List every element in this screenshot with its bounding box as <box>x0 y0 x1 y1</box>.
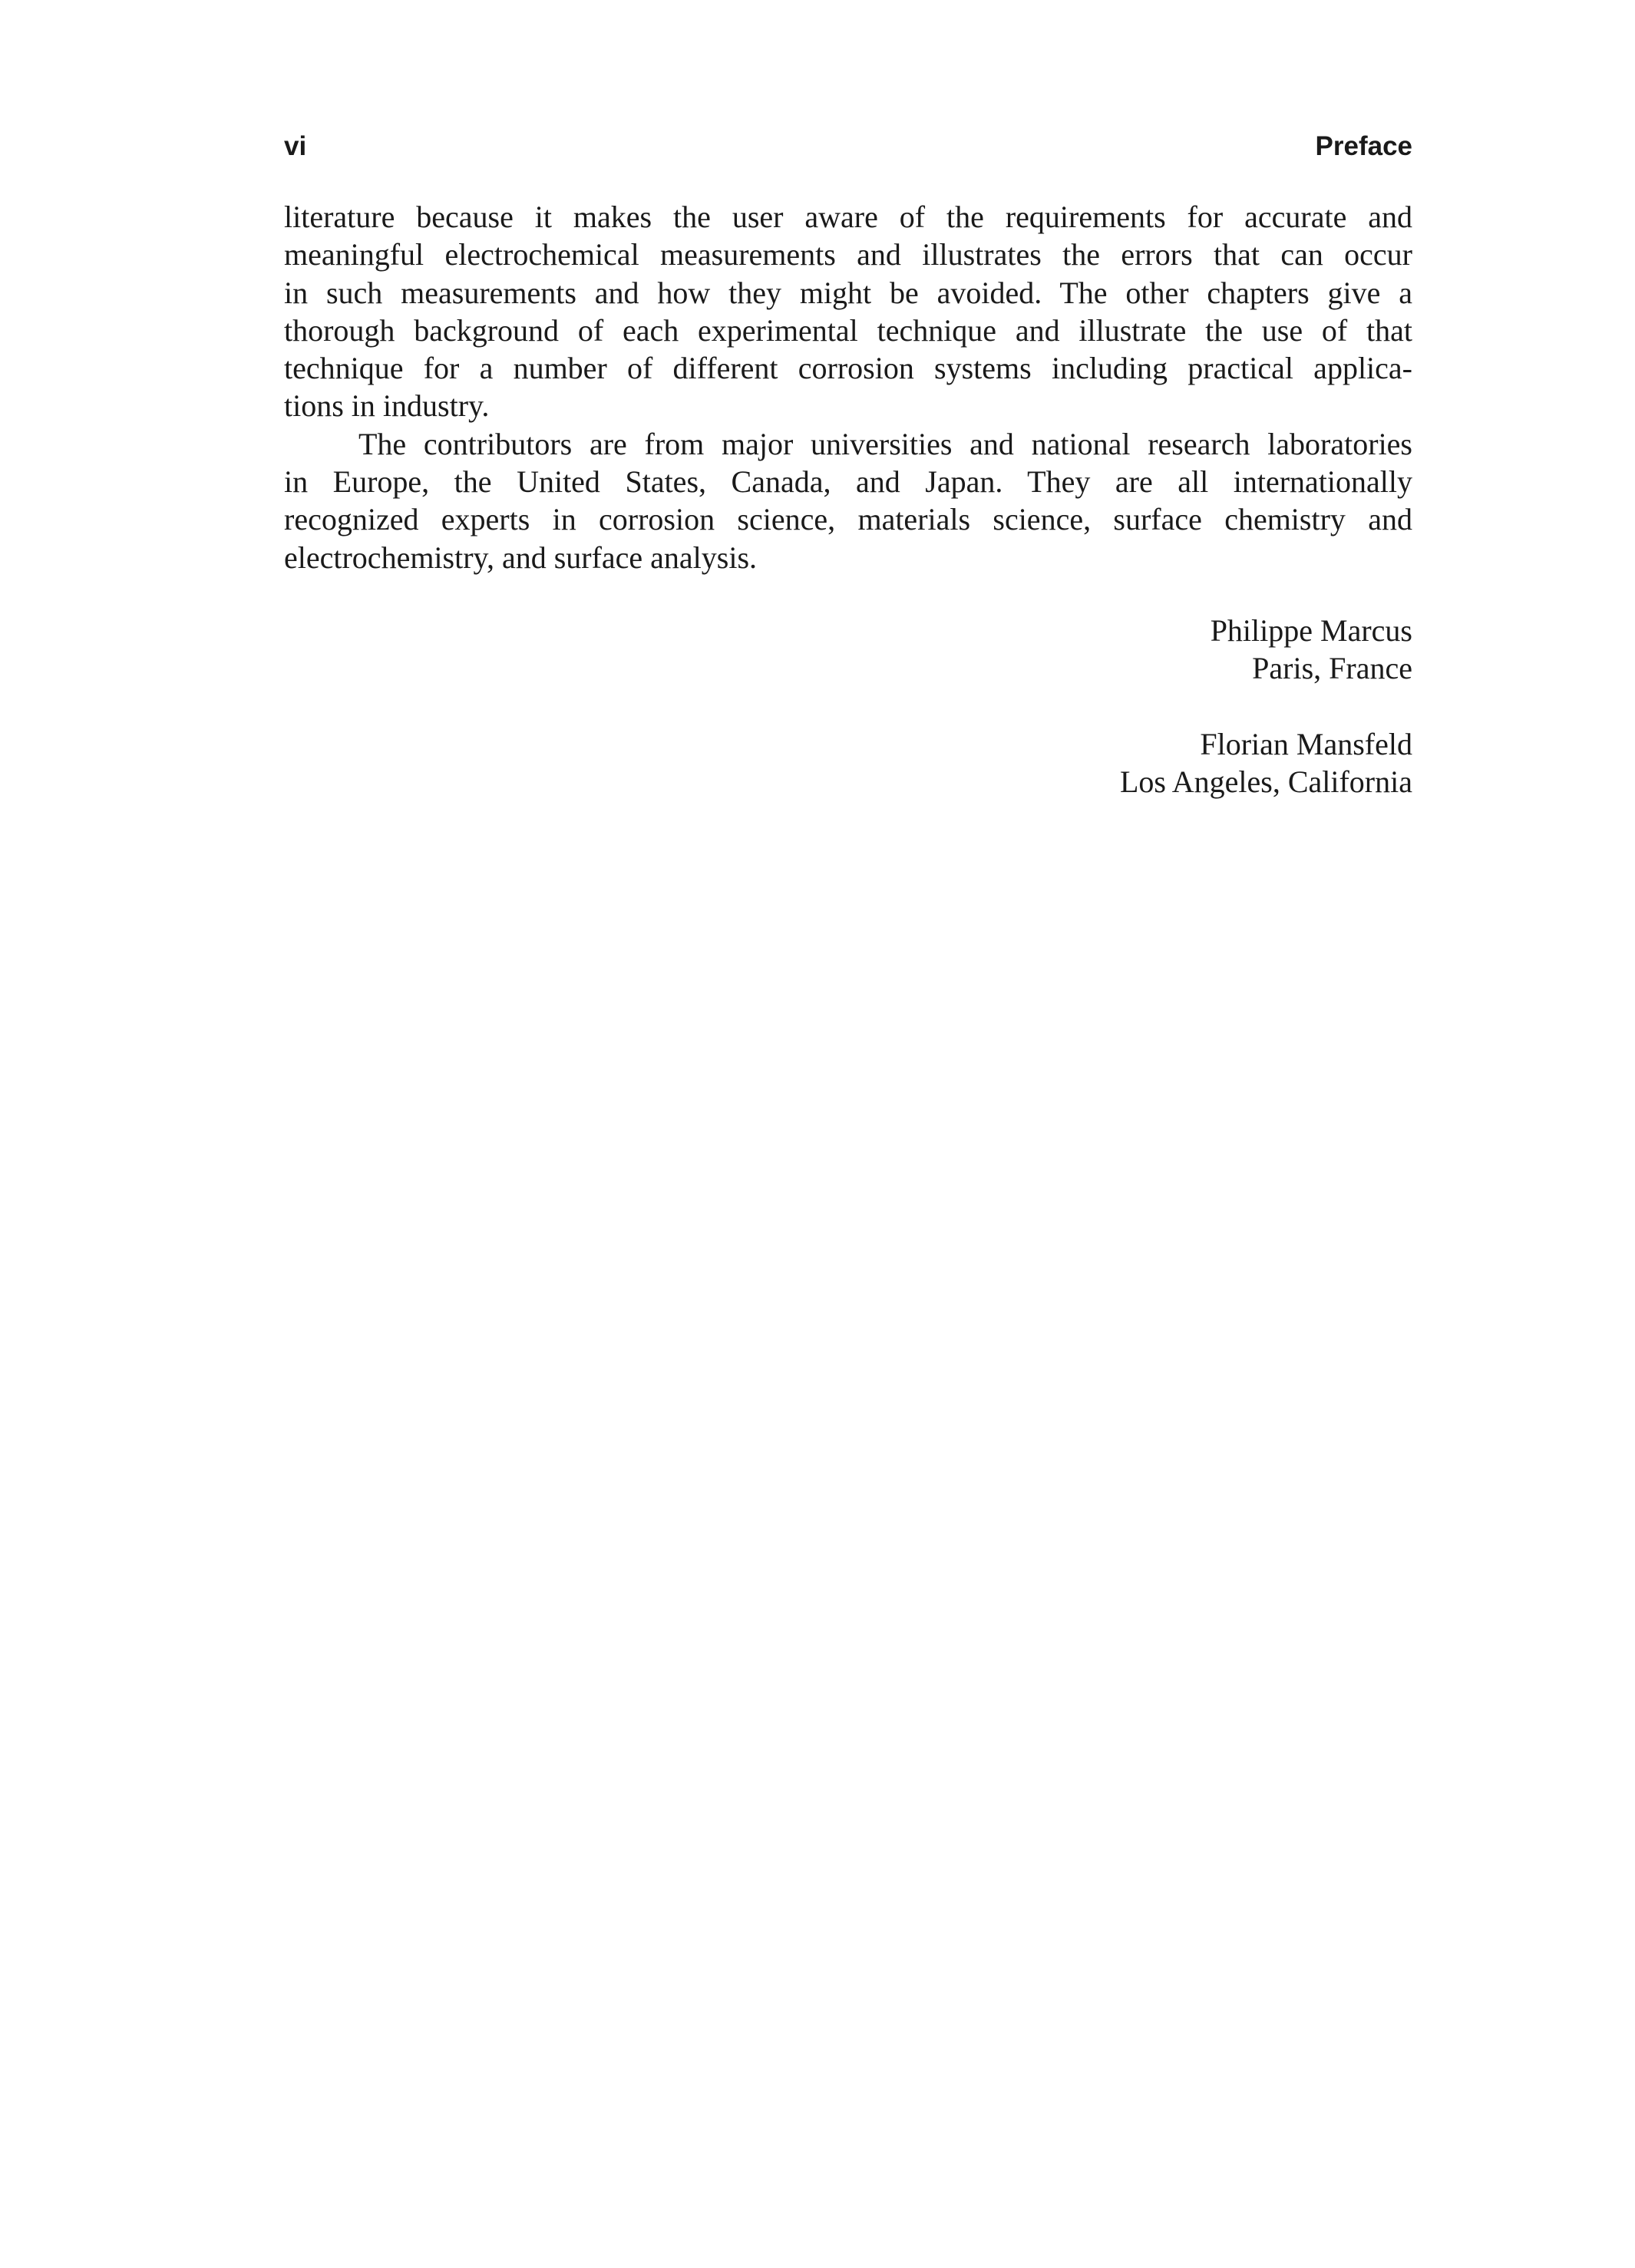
text-line: thorough background of each experimental technique and illustrate the use of that <box>284 312 1412 348</box>
signatures <box>722 612 1412 838</box>
text-line: The contributors are from major universities and national research laboratories <box>358 426 1412 461</box>
paragraph-2 <box>284 425 1412 576</box>
text-line: meaningful electrochemical measurements and illustrates the errors that can occur <box>284 237 1412 272</box>
text-line: in Europe, the United States, Canada, and Japan. They are all internationally <box>284 464 1412 500</box>
body-text <box>284 198 1412 576</box>
paragraph-1 <box>284 198 1412 425</box>
signature-location: Paris, France <box>1252 651 1412 686</box>
page-header <box>284 127 1412 166</box>
running-head: Preface <box>1315 131 1412 161</box>
text-line: electrochemistry, and surface analysis. <box>284 540 758 575</box>
text-line: technique for a number of different corrosion systems including practical applica- <box>284 351 1412 386</box>
text-line: recognized experts in corrosion science, materials science, surface chemistry and <box>284 502 1412 537</box>
text-line: in such measurements and how they might be avoided. The other chapters give a <box>284 275 1412 310</box>
signature-name: Florian Mansfeld <box>1200 726 1412 761</box>
page-number: vi <box>284 131 307 161</box>
signature-block <box>722 725 1412 801</box>
text-line: literature because it makes the user aware of the requirements for accurate and <box>284 200 1412 234</box>
signature-location: Los Angeles, California <box>1119 764 1412 799</box>
text-line: tions in industry. <box>284 388 490 424</box>
signature-name: Philippe Marcus <box>1210 613 1412 648</box>
signature-block <box>722 612 1412 688</box>
